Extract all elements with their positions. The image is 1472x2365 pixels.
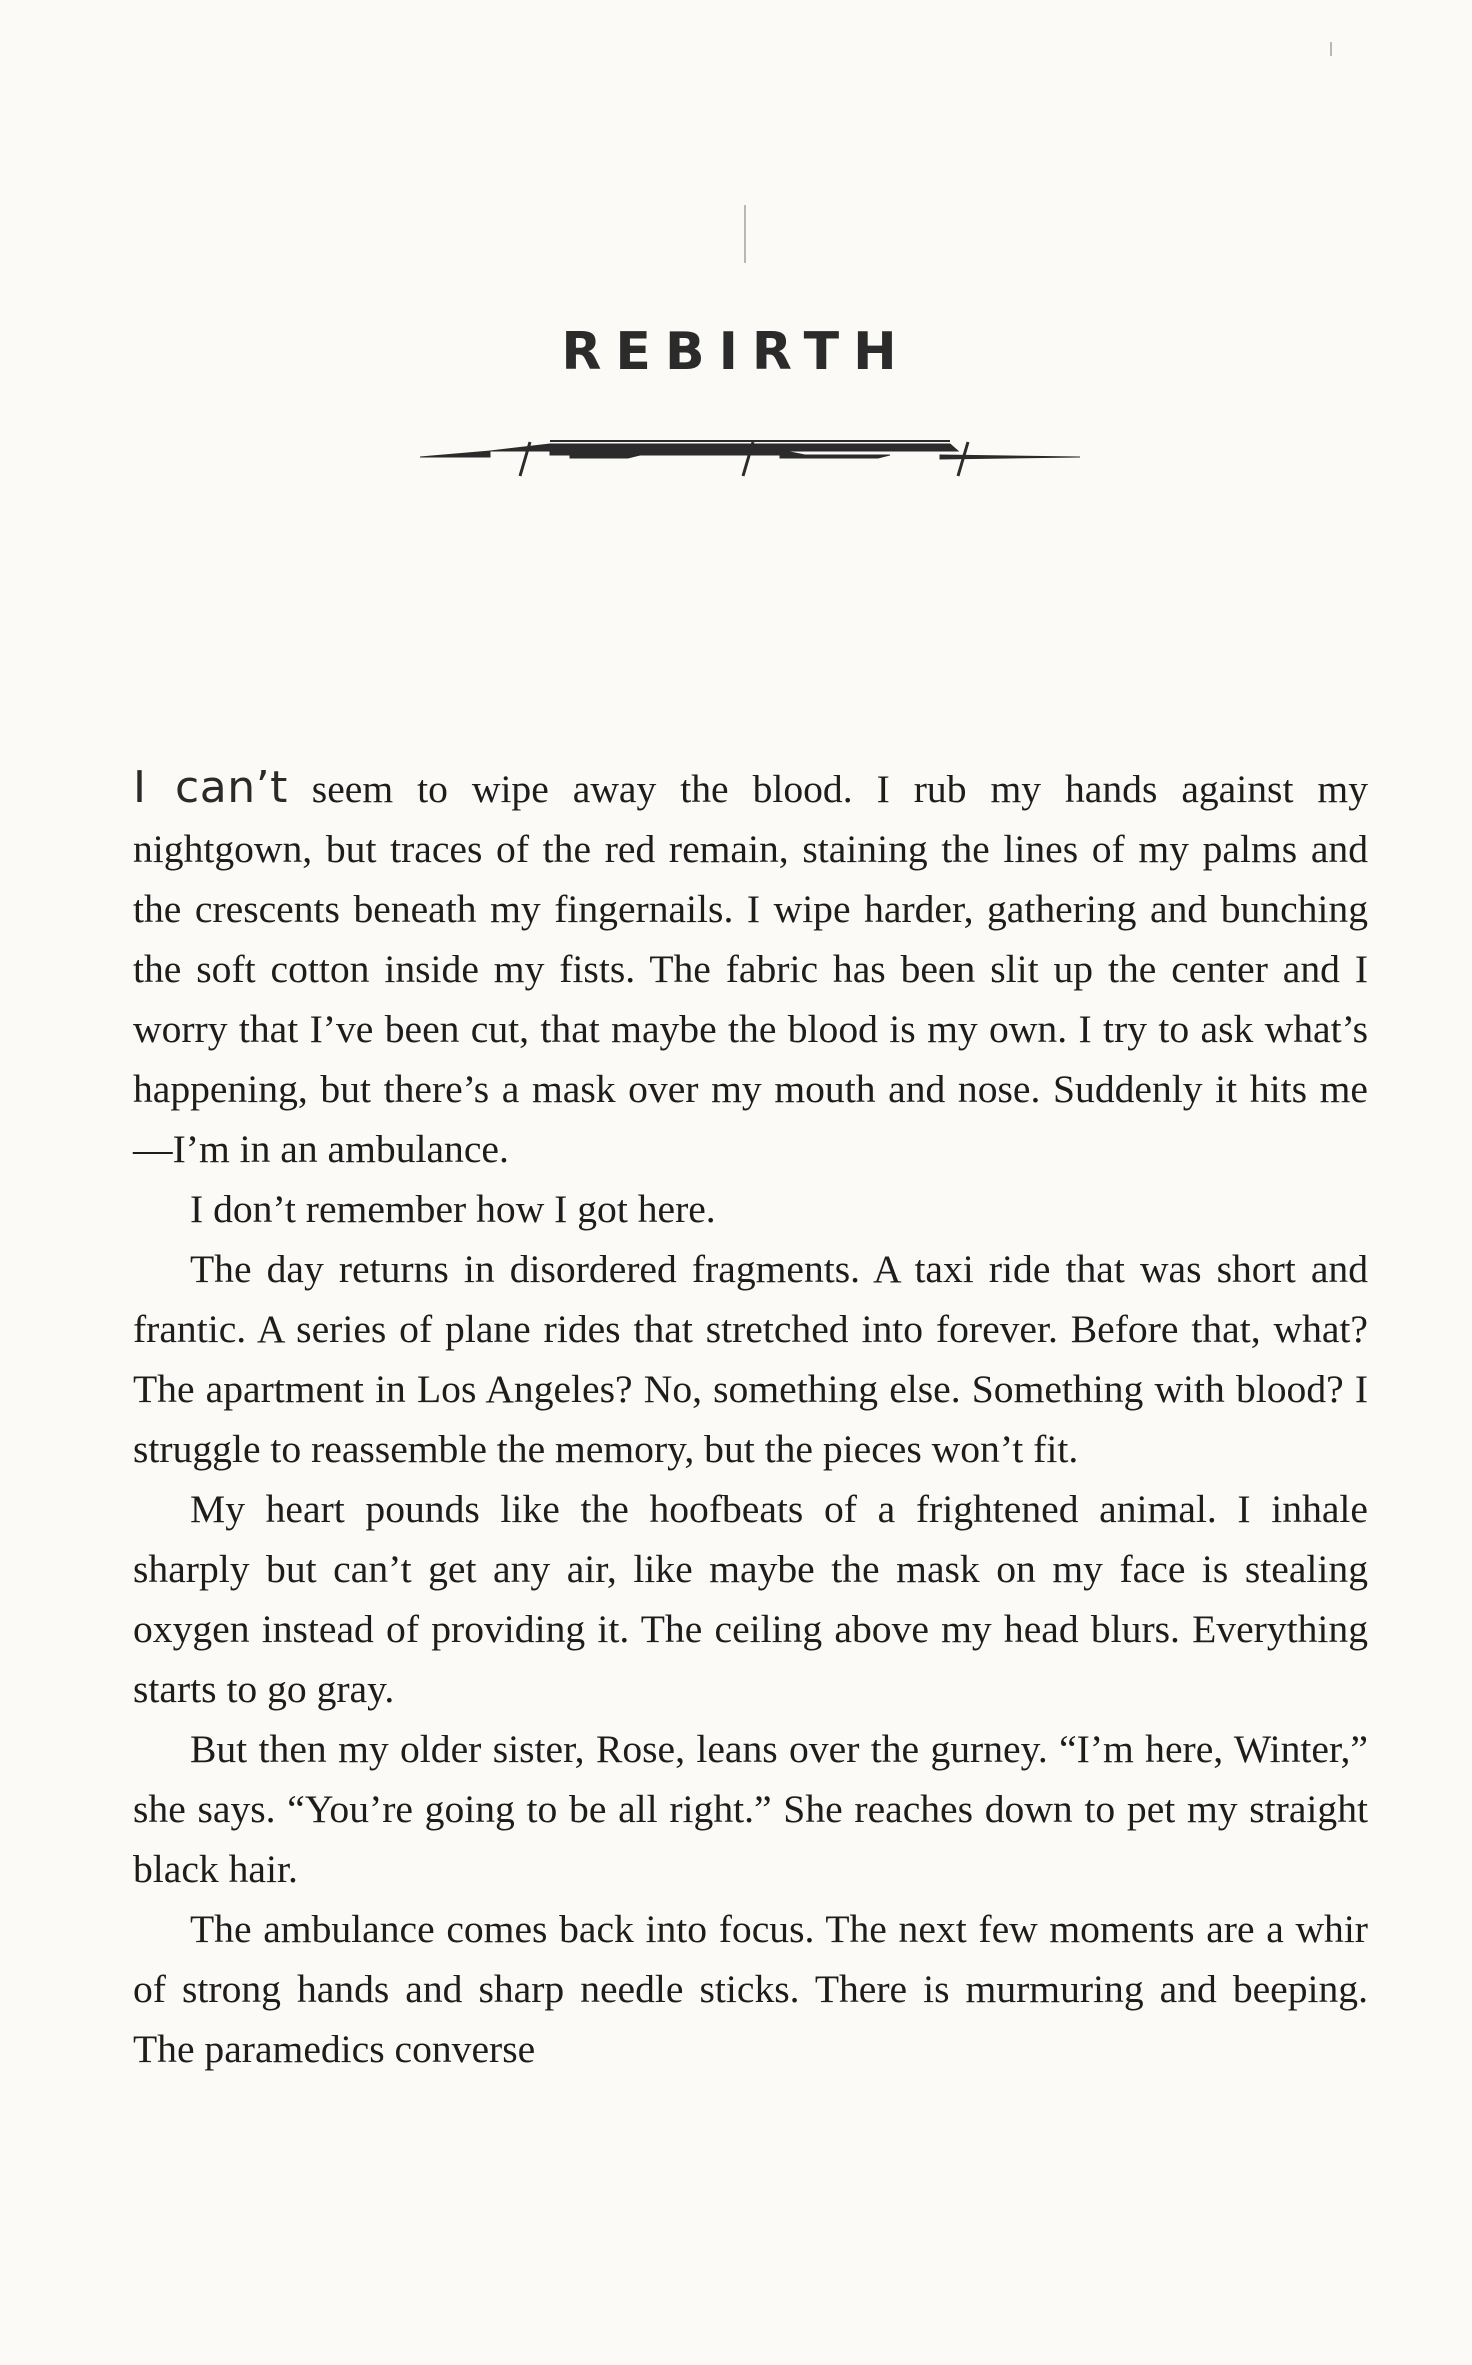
scan-mark	[1330, 42, 1332, 56]
paragraph: But then my older sister, Rose, leans over the gurney. “I’m here, Winter,” she says. “You’re going to be all right.” She reaches down to pet my straight black hair.	[133, 1727, 1368, 1891]
paragraph	[133, 758, 1368, 1179]
chapter-lead-in: I can’t	[133, 762, 288, 813]
chapter-title: REBIRTH	[561, 322, 911, 382]
paragraph: I don’t remember how I got here.	[190, 1187, 716, 1231]
paragraph: The day returns in disordered fragments. A taxi ride that was short and frantic. A series of plane rides that stretched into forever. Before that, what? The apartment in Los Angeles? No, something else. Something with blood? I struggle to reassemble the memory, but the pieces won’t fit.	[133, 1247, 1368, 1471]
paragraph-text: seem to wipe away the blood. I rub my hands against my nightgown, but traces of the red remain, staining the lines of my palms and the crescents beneath my fingernails. I wipe harder, gathering and bunching the soft cotton inside my fists. The fabric has been slit up the center and I worry that I’ve been cut, that maybe the blood is my own. I try to ask what’s happening, but there’s a mask over my mouth and nose. Suddenly it hits me—I’m in an ambulance.	[133, 767, 1368, 1171]
chapter-body	[133, 758, 1368, 2079]
paragraph: My heart pounds like the hoofbeats of a frightened animal. I inhale sharply but can’t get any air, like maybe the mask on my face is stealing oxygen instead of providing it. The ceiling above my head blurs. Everything starts to go gray.	[133, 1487, 1368, 1711]
paragraph: The ambulance comes back into focus. The next few moments are a whir of strong hands and sharp needle sticks. There is murmuring and beeping. The paramedics converse	[133, 1907, 1368, 2071]
chapter-ornament	[420, 420, 1080, 480]
scan-mark	[744, 205, 746, 263]
